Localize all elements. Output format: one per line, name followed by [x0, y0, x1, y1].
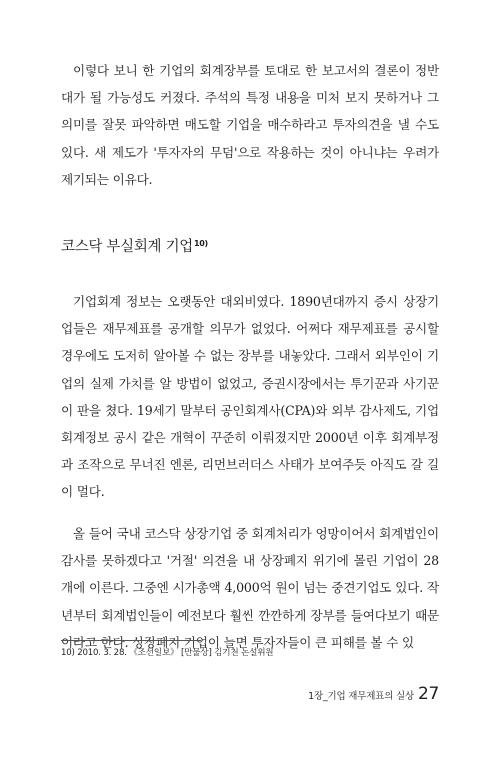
footnote: 10) 2010. 3. 28. 《조선일보》 [만물상] 김기천 논설위원: [61, 648, 274, 658]
page-number: 27: [417, 684, 439, 704]
chapter-label: 1장_기업 재무제표의 실상: [308, 691, 414, 702]
body-paragraph-2: 기업회계 정보는 오랫동안 대외비였다. 1890년대까지 증시 상장기업들은 재무제표를 공개할 의무가 없었다. 어쩌다 재무제표를 공시할 경우에도 도저히 알아볼 수 없는 장부를 내놓았다. 그래서 외부인이 기업의 실제 가치를 알 방법이 없었고, 증권시장에서는 투기꾼과 사기꾼이 판을 쳤다. 19세기 말부터 공인회계사(CPA)와 외부 감사제도, 기업회계정보 공시 같은 개혁이 꾸준히 이뤄졌지만 2000년 이후 회계부정과 조작으로 무너진 엔론, 리먼브러더스 사태가 보여주듯 아직도 갈 길이 멀다.: [61, 294, 439, 500]
section-heading-text: 코스닥 부실회계 기업: [61, 239, 193, 255]
footnote-divider: [61, 640, 201, 641]
body-paragraph-3: 올 들어 국내 코스닥 상장기업 중 회계처리가 엉망이어서 회계법인이 감사를 못하겠다고 '거절' 의견을 내 상장폐지 위기에 몰린 기업이 28개에 이른다. 그중엔 시가총액 4,000억 원이 넘는 중견기업도 있다. 작년부터 회계법인들이 예전보다 훨씬 깐깐하게 장부를 들여다보기 때문이라고 한다. 상장폐지 기업이 늘면 투자자들이 큰 피해를 볼 수 있: [61, 526, 439, 650]
body-paragraph-1: 이렇다 보니 한 기업의 회계장부를 토대로 한 보고서의 결론이 정반대가 될 가능성도 커졌다. 주석의 특정 내용을 미처 보지 못하거나 그 의미를 잘못 파악하면 매도할 기업을 매수하라고 투자의견을 낼 수도 있다. 새 제도가 '투자자의 무덤'으로 작용하는 것이 아니냐는 우려가 제기되는 이유다.: [61, 63, 439, 187]
footnote-reference: 10): [193, 239, 208, 248]
running-footer: [308, 684, 439, 704]
section-heading: [61, 234, 208, 257]
